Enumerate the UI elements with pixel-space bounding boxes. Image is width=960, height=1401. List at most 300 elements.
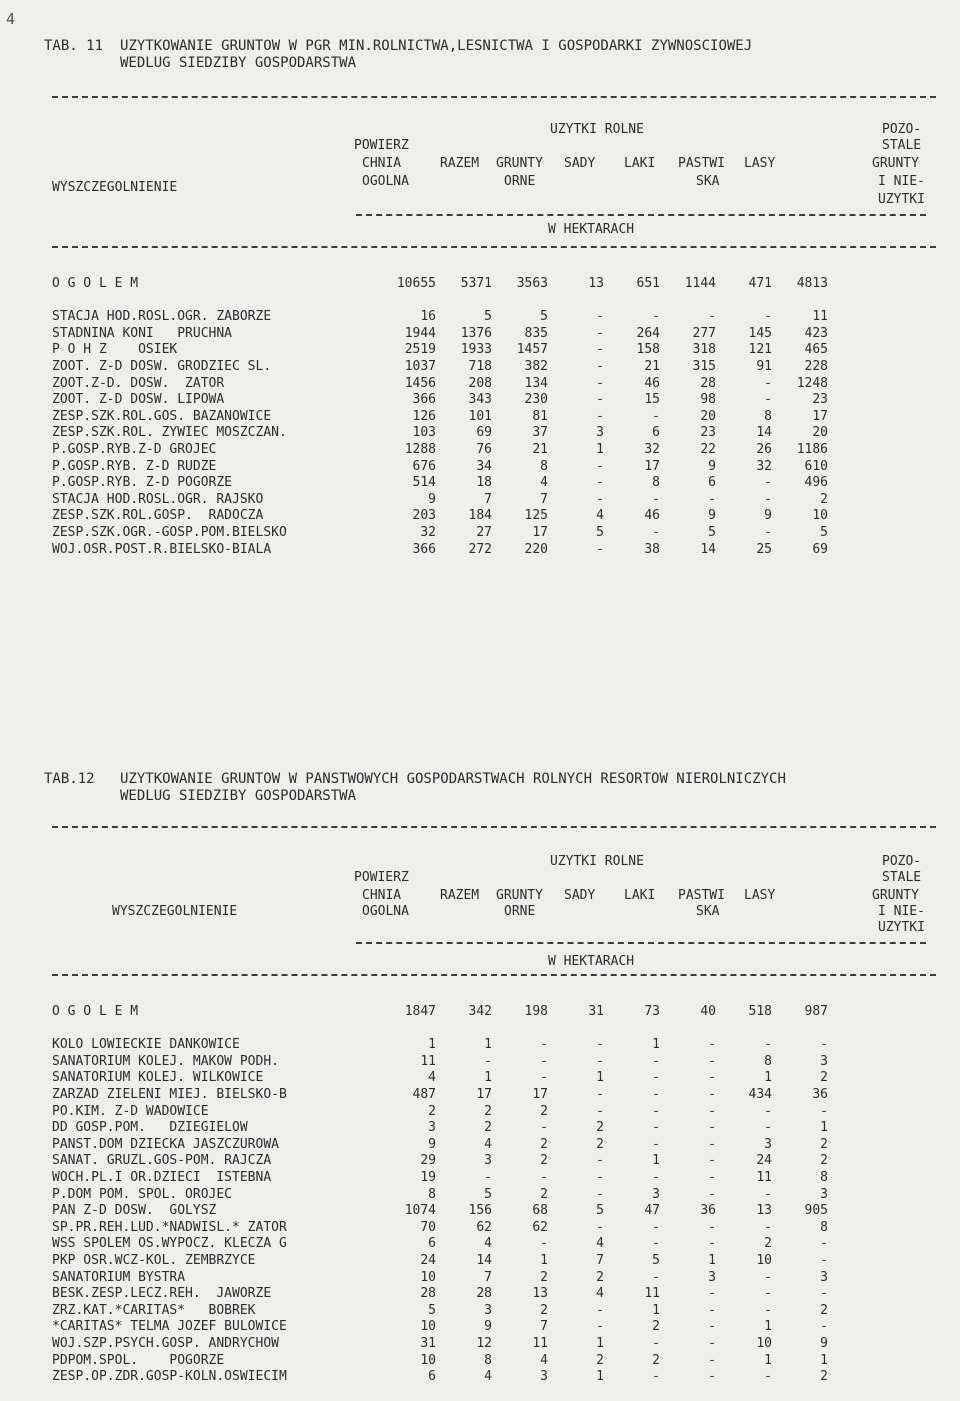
row-value-7: 4813 bbox=[796, 276, 828, 291]
row-value-0: 203 bbox=[412, 508, 436, 524]
row-value-6: - bbox=[764, 1186, 772, 1202]
row-value-7: 3 bbox=[820, 1053, 828, 1069]
row-value-2: 2 bbox=[540, 1186, 548, 1202]
row-value-4: 5 bbox=[652, 1253, 660, 1268]
row-value-6: - bbox=[764, 1369, 772, 1385]
row-value-4: 73 bbox=[644, 1004, 660, 1019]
row-value-2: - bbox=[540, 1070, 548, 1086]
tab11-h-orne-2: ORNE bbox=[504, 174, 536, 189]
row-value-0: 6 bbox=[428, 1369, 436, 1385]
row-value-2: 8 bbox=[540, 458, 548, 474]
tab11-h-pozostale-1: POZO- bbox=[882, 122, 922, 137]
total-row bbox=[52, 1004, 936, 1021]
row-value-7: 1186 bbox=[796, 442, 828, 457]
tab11-h-razem: RAZEM bbox=[440, 156, 480, 171]
row-value-1: - bbox=[484, 1053, 492, 1069]
row-value-2: 230 bbox=[524, 392, 548, 408]
row-value-4: - bbox=[652, 408, 660, 424]
row-value-6: 8 bbox=[764, 408, 772, 424]
row-value-3: - bbox=[596, 408, 604, 424]
row-value-7: - bbox=[820, 1253, 828, 1268]
row-value-0: 70 bbox=[420, 1219, 436, 1235]
row-value-1: 208 bbox=[468, 375, 492, 391]
row-value-0: 5 bbox=[428, 1302, 436, 1318]
row-name: ZARZAD ZIELENI MIEJ. BIELSKO-B bbox=[52, 1087, 287, 1102]
row-value-7: - bbox=[820, 1236, 828, 1252]
row-value-0: 2519 bbox=[404, 342, 436, 358]
row-value-3: 2 bbox=[596, 1269, 604, 1285]
row-value-6: 24 bbox=[756, 1153, 772, 1169]
row-value-2: - bbox=[540, 1037, 548, 1053]
tab12-label: TAB.12 bbox=[44, 771, 95, 787]
tab11-h-pozostale-2: STALE bbox=[882, 138, 922, 153]
row-value-4: 8 bbox=[652, 475, 660, 491]
table-row bbox=[52, 1369, 936, 1386]
row-value-5: 40 bbox=[700, 1004, 716, 1019]
table-row bbox=[52, 309, 936, 326]
row-value-7: 3 bbox=[820, 1269, 828, 1285]
row-value-3: - bbox=[596, 309, 604, 325]
row-value-2: 5 bbox=[540, 309, 548, 325]
row-value-6: - bbox=[764, 1037, 772, 1053]
row-value-0: 9 bbox=[428, 1136, 436, 1152]
row-value-2: 7 bbox=[540, 491, 548, 507]
row-value-5: 36 bbox=[700, 1203, 716, 1219]
row-value-5: - bbox=[708, 1236, 716, 1252]
row-value-7: 1248 bbox=[796, 375, 828, 391]
row-name: O G O L E M bbox=[52, 276, 139, 291]
row-value-2: 4 bbox=[540, 475, 548, 491]
row-value-7: 2 bbox=[820, 1070, 828, 1086]
tab12-title-line2: WEDLUG SIEDZIBY GOSPODARSTWA bbox=[120, 788, 357, 804]
row-value-7: 8 bbox=[820, 1219, 828, 1235]
row-value-5: 277 bbox=[692, 325, 716, 341]
row-value-3: - bbox=[596, 491, 604, 507]
table-row bbox=[52, 542, 936, 559]
tab12-group-header: UZYTKI ROLNE bbox=[550, 854, 644, 869]
row-value-3: - bbox=[596, 541, 604, 557]
row-value-7: 20 bbox=[812, 425, 828, 441]
tab12-h-pastwiska-1: PASTWI bbox=[678, 888, 725, 903]
row-value-7: 11 bbox=[812, 309, 828, 325]
row-value-4: - bbox=[652, 1120, 660, 1136]
row-value-5: 14 bbox=[700, 541, 716, 557]
tab11-h-pozostale-4: I NIE- bbox=[878, 174, 925, 189]
row-value-1: 4 bbox=[484, 1136, 492, 1152]
row-value-7: 2 bbox=[820, 491, 828, 507]
row-name: SP.PR.REH.LUD.*NADWISL.* ZATOR bbox=[52, 1219, 287, 1235]
row-value-4: 46 bbox=[644, 508, 660, 524]
row-value-0: 9 bbox=[428, 491, 436, 507]
row-value-4: 46 bbox=[644, 375, 660, 391]
row-value-1: 1933 bbox=[460, 342, 492, 358]
row-value-5: - bbox=[708, 1103, 716, 1119]
row-value-7: 2 bbox=[820, 1302, 828, 1318]
table-row bbox=[52, 1319, 936, 1336]
row-value-3: 5 bbox=[596, 1203, 604, 1219]
row-value-3: 4 bbox=[596, 1286, 604, 1302]
tab12-h-pozostale-1: POZO- bbox=[882, 854, 922, 869]
tab11-unit-rule bbox=[356, 214, 926, 216]
row-name: O G O L E M bbox=[52, 1004, 139, 1019]
table-row bbox=[52, 1236, 936, 1253]
row-value-0: 10 bbox=[420, 1269, 436, 1285]
row-value-1: 5 bbox=[484, 1186, 492, 1202]
table-row bbox=[52, 376, 936, 393]
row-value-6: - bbox=[764, 1286, 772, 1302]
row-value-4: - bbox=[652, 1269, 660, 1285]
row-value-3: 1 bbox=[596, 1336, 604, 1351]
row-name: DD GOSP.POM. DZIEGIELOW bbox=[52, 1120, 248, 1136]
row-value-3: - bbox=[596, 1319, 604, 1335]
row-value-5: - bbox=[708, 1136, 716, 1152]
table-row bbox=[52, 1187, 936, 1204]
row-value-6: - bbox=[764, 1120, 772, 1136]
row-name: ZOOT. Z-D DOSW. LIPOWA bbox=[52, 392, 225, 408]
row-value-4: 3 bbox=[652, 1186, 660, 1202]
row-value-3: - bbox=[596, 458, 604, 474]
row-value-7: 228 bbox=[804, 359, 828, 374]
table-row bbox=[52, 1153, 936, 1170]
row-name: PKP OSR.WCZ-KOL. ZEMBRZYCE bbox=[52, 1253, 256, 1268]
tab11-h-pastwiska-2: SKA bbox=[696, 174, 720, 189]
row-value-4: 2 bbox=[652, 1352, 660, 1368]
row-value-7: 17 bbox=[812, 408, 828, 424]
row-name: P.GOSP.RYB.Z-D GROJEC bbox=[52, 442, 217, 457]
row-value-1: 342 bbox=[468, 1004, 492, 1019]
table-row bbox=[52, 1037, 936, 1054]
row-value-2: 4 bbox=[540, 1352, 548, 1368]
row-value-5: - bbox=[708, 1186, 716, 1202]
row-value-1: 14 bbox=[476, 1253, 492, 1268]
tab12-h-sady: SADY bbox=[564, 888, 596, 903]
row-value-1: 76 bbox=[476, 442, 492, 457]
row-value-1: 2 bbox=[484, 1120, 492, 1136]
row-value-2: 17 bbox=[532, 1087, 548, 1102]
row-value-5: - bbox=[708, 1070, 716, 1086]
tab11-title-line2: WEDLUG SIEDZIBY GOSPODARSTWA bbox=[120, 55, 357, 71]
tab12-h-pozostale-2: STALE bbox=[882, 870, 922, 885]
table-row bbox=[52, 1087, 936, 1104]
row-value-5: 98 bbox=[700, 392, 716, 408]
tab11-top-rule bbox=[52, 96, 936, 98]
row-value-2: 21 bbox=[532, 442, 548, 457]
row-value-6: 1 bbox=[764, 1070, 772, 1086]
row-value-5: - bbox=[708, 1153, 716, 1169]
row-value-5: 9 bbox=[708, 508, 716, 524]
row-name: PANST.DOM DZIECKA JASZCZUROWA bbox=[52, 1136, 279, 1152]
row-value-7: 905 bbox=[804, 1203, 828, 1219]
row-value-5: 9 bbox=[708, 458, 716, 474]
tab11-h-sady: SADY bbox=[564, 156, 596, 171]
row-value-7: 2 bbox=[820, 1136, 828, 1152]
row-value-5: 318 bbox=[692, 342, 716, 358]
row-value-4: - bbox=[652, 1219, 660, 1235]
row-name: ZESP.SZK.ROL.GOSP. RADOCZA bbox=[52, 508, 264, 524]
tab12-h-pozostale-5: UZYTKI bbox=[878, 920, 925, 935]
row-value-6: - bbox=[764, 1219, 772, 1235]
table-row bbox=[52, 359, 936, 376]
table-row bbox=[52, 326, 936, 343]
tab12-h-lasy: LASY bbox=[744, 888, 776, 903]
tab11-h-total-2: CHNIA bbox=[362, 156, 402, 171]
row-value-5: - bbox=[708, 1319, 716, 1335]
row-value-2: 13 bbox=[532, 1286, 548, 1302]
row-name: STADNINA KONI PRUCHNA bbox=[52, 325, 233, 341]
row-value-2: 2 bbox=[540, 1136, 548, 1152]
row-value-6: 518 bbox=[748, 1004, 772, 1019]
row-value-0: 10 bbox=[420, 1352, 436, 1368]
row-value-1: 8 bbox=[484, 1352, 492, 1368]
row-value-3: - bbox=[596, 1037, 604, 1053]
row-value-1: - bbox=[484, 1170, 492, 1185]
row-value-6: - bbox=[764, 1269, 772, 1285]
row-value-3: 31 bbox=[588, 1004, 604, 1019]
row-value-5: 23 bbox=[700, 425, 716, 441]
row-value-5: 6 bbox=[708, 475, 716, 491]
row-value-6: 25 bbox=[756, 541, 772, 557]
row-value-0: 1 bbox=[428, 1037, 436, 1053]
tab11-h-total-1: POWIERZ bbox=[354, 138, 409, 153]
row-value-1: 9 bbox=[484, 1319, 492, 1335]
row-value-1: 5371 bbox=[460, 276, 492, 291]
row-value-0: 1456 bbox=[404, 375, 436, 391]
row-name: ZESP.SZK.ROL. ZYWIEC MOSZCZAN. bbox=[52, 425, 287, 441]
row-value-6: 8 bbox=[764, 1053, 772, 1069]
row-value-7: 987 bbox=[804, 1004, 828, 1019]
row-value-4: 1 bbox=[652, 1302, 660, 1318]
row-value-0: 32 bbox=[420, 525, 436, 540]
row-value-4: 6 bbox=[652, 425, 660, 441]
row-name: BESK.ZESP.LECZ.REH. JAWORZE bbox=[52, 1286, 272, 1302]
row-value-4: - bbox=[652, 1170, 660, 1185]
row-value-6: - bbox=[764, 309, 772, 325]
tab11-h-pastwiska-1: PASTWI bbox=[678, 156, 725, 171]
row-value-1: 1 bbox=[484, 1070, 492, 1086]
row-value-4: 158 bbox=[636, 342, 660, 358]
row-value-6: 121 bbox=[748, 342, 772, 358]
row-value-5: - bbox=[708, 1352, 716, 1368]
row-value-3: - bbox=[596, 1302, 604, 1318]
row-value-4: - bbox=[652, 1236, 660, 1252]
table-row bbox=[52, 1170, 936, 1187]
row-value-7: 23 bbox=[812, 392, 828, 408]
row-value-4: - bbox=[652, 1103, 660, 1119]
row-value-0: 103 bbox=[412, 425, 436, 441]
row-value-0: 126 bbox=[412, 408, 436, 424]
tab12-h-pozostale-3: GRUNTY bbox=[872, 888, 919, 903]
row-value-2: 7 bbox=[540, 1319, 548, 1335]
row-value-0: 28 bbox=[420, 1286, 436, 1302]
table-row bbox=[52, 1286, 936, 1303]
row-value-4: - bbox=[652, 525, 660, 540]
row-value-2: - bbox=[540, 1236, 548, 1252]
row-value-7: 1 bbox=[820, 1120, 828, 1136]
row-name: WOJ.SZP.PSYCH.GOSP. ANDRYCHOW bbox=[52, 1336, 279, 1351]
tab11-label: TAB. 11 bbox=[44, 38, 104, 54]
row-value-6: - bbox=[764, 392, 772, 408]
row-value-0: 1037 bbox=[404, 359, 436, 374]
row-value-7: 10 bbox=[812, 508, 828, 524]
row-value-3: - bbox=[596, 359, 604, 374]
row-value-1: 4 bbox=[484, 1369, 492, 1385]
row-name: KOLO LOWIECKIE DANKOWICE bbox=[52, 1037, 240, 1053]
table-row bbox=[52, 1137, 936, 1154]
tab12-table bbox=[52, 822, 936, 1397]
row-name: SANAT. GRUZL.GOS-POM. RAJCZA bbox=[52, 1153, 272, 1169]
row-value-2: 3 bbox=[540, 1369, 548, 1385]
tab12-h-laki: LAKI bbox=[624, 888, 656, 903]
row-value-3: - bbox=[596, 342, 604, 358]
row-value-3: 2 bbox=[596, 1120, 604, 1136]
row-value-7: 3 bbox=[820, 1186, 828, 1202]
row-value-0: 31 bbox=[420, 1336, 436, 1351]
row-name: WSS SPOLEM OS.WYPOCZ. KLECZA G bbox=[52, 1236, 287, 1252]
table-row bbox=[52, 342, 936, 359]
row-name: SANATORIUM BYSTRA bbox=[52, 1269, 186, 1285]
table-row bbox=[52, 442, 936, 459]
row-name: *CARITAS* TELMA JOZEF BULOWICE bbox=[52, 1319, 287, 1335]
row-value-3: 3 bbox=[596, 425, 604, 441]
row-name: PAN Z-D DOSW. GOLYSZ bbox=[52, 1203, 217, 1219]
row-value-5: - bbox=[708, 1170, 716, 1185]
row-value-2: 2 bbox=[540, 1103, 548, 1119]
row-value-1: 718 bbox=[468, 359, 492, 374]
row-value-1: 69 bbox=[476, 425, 492, 441]
row-value-4: 38 bbox=[644, 541, 660, 557]
row-value-5: - bbox=[708, 1219, 716, 1235]
tab12-unit-rule bbox=[356, 942, 926, 944]
row-value-5: 5 bbox=[708, 525, 716, 540]
row-value-4: - bbox=[652, 1136, 660, 1152]
row-value-4: 32 bbox=[644, 442, 660, 457]
row-value-4: - bbox=[652, 1369, 660, 1385]
table-row bbox=[52, 392, 936, 409]
table-row bbox=[52, 1054, 936, 1071]
row-value-5: - bbox=[708, 491, 716, 507]
tab11-table bbox=[52, 92, 936, 582]
row-value-7: 496 bbox=[804, 475, 828, 491]
row-value-5: 22 bbox=[700, 442, 716, 457]
row-value-1: 101 bbox=[468, 408, 492, 424]
row-value-6: - bbox=[764, 491, 772, 507]
row-value-6: 32 bbox=[756, 458, 772, 474]
row-value-7: 8 bbox=[820, 1170, 828, 1185]
row-value-2: 125 bbox=[524, 508, 548, 524]
row-value-6: - bbox=[764, 475, 772, 491]
row-name: STACJA HOD.ROSL.OGR. RAJSKO bbox=[52, 491, 264, 507]
row-value-2: 220 bbox=[524, 541, 548, 557]
tab12-title-line1 bbox=[44, 771, 786, 787]
table-row bbox=[52, 1070, 936, 1087]
row-value-4: - bbox=[652, 1070, 660, 1086]
row-value-4: - bbox=[652, 1336, 660, 1351]
table-row bbox=[52, 1120, 936, 1137]
row-value-6: 26 bbox=[756, 442, 772, 457]
row-value-2: 68 bbox=[532, 1203, 548, 1219]
row-value-6: 471 bbox=[748, 276, 772, 291]
tab12-title: UZYTKOWANIE GRUNTOW W PANSTWOWYCH GOSPODARSTWACH ROLNYCH RESORTOW NIEROLNICZYCH bbox=[120, 771, 786, 787]
row-value-1: 7 bbox=[484, 1269, 492, 1285]
row-value-6: 10 bbox=[756, 1253, 772, 1268]
row-name: ZRZ.KAT.*CARITAS* BOBREK bbox=[52, 1302, 256, 1318]
row-value-3: 4 bbox=[596, 1236, 604, 1252]
row-name: STACJA HOD.ROSL.OGR. ZABORZE bbox=[52, 309, 272, 325]
row-value-4: 11 bbox=[644, 1286, 660, 1302]
row-value-3: - bbox=[596, 1087, 604, 1102]
tab11-unit: W HEKTARACH bbox=[548, 222, 635, 237]
row-value-3: 1 bbox=[596, 442, 604, 457]
row-value-4: 17 bbox=[644, 458, 660, 474]
row-value-7: - bbox=[820, 1286, 828, 1302]
tab11-h-orne-1: GRUNTY bbox=[496, 156, 543, 171]
row-name: ZOOT.Z-D. DOSW. ZATOR bbox=[52, 375, 225, 391]
row-value-3: - bbox=[596, 1219, 604, 1235]
tab11-header-rule bbox=[52, 246, 936, 248]
row-value-7: 9 bbox=[820, 1336, 828, 1351]
row-value-6: 11 bbox=[756, 1170, 772, 1185]
row-value-0: 10 bbox=[420, 1319, 436, 1335]
row-value-3: - bbox=[596, 1186, 604, 1202]
row-value-2: 2 bbox=[540, 1302, 548, 1318]
row-value-5: - bbox=[708, 1369, 716, 1385]
tab12-h-orne-2: ORNE bbox=[504, 904, 536, 919]
row-value-0: 487 bbox=[412, 1087, 436, 1102]
table-row bbox=[52, 425, 936, 442]
tab11-h-laki: LAKI bbox=[624, 156, 656, 171]
row-value-2: 37 bbox=[532, 425, 548, 441]
row-value-0: 676 bbox=[412, 458, 436, 474]
row-value-2: 1 bbox=[540, 1253, 548, 1268]
row-value-2: 3563 bbox=[516, 276, 548, 291]
row-value-7: 2 bbox=[820, 1369, 828, 1385]
row-value-5: - bbox=[708, 1053, 716, 1069]
row-value-2: 2 bbox=[540, 1269, 548, 1285]
row-value-6: 14 bbox=[756, 425, 772, 441]
table-row bbox=[52, 1303, 936, 1320]
row-value-2: 17 bbox=[532, 525, 548, 540]
row-value-1: 272 bbox=[468, 541, 492, 557]
tab12-unit: W HEKTARACH bbox=[548, 954, 635, 969]
tab12-top-rule bbox=[52, 826, 936, 828]
table-row bbox=[52, 1353, 936, 1370]
row-name: SANATORIUM KOLEJ. WILKOWICE bbox=[52, 1070, 264, 1086]
row-name: P O H Z OSIEK bbox=[52, 342, 178, 358]
tab11-h-lasy: LASY bbox=[744, 156, 776, 171]
row-value-6: - bbox=[764, 1302, 772, 1318]
row-value-1: 27 bbox=[476, 525, 492, 540]
row-value-1: 156 bbox=[468, 1203, 492, 1219]
row-name: WOCH.PL.I OR.DZIECI ISTEBNA bbox=[52, 1170, 272, 1185]
row-value-5: - bbox=[708, 1336, 716, 1351]
row-value-3: 13 bbox=[588, 276, 604, 291]
row-value-3: 4 bbox=[596, 508, 604, 524]
row-name: SANATORIUM KOLEJ. MAKOW PODH. bbox=[52, 1053, 279, 1069]
tab12-h-razem: RAZEM bbox=[440, 888, 480, 903]
table-row bbox=[52, 1253, 936, 1270]
row-value-5: 1 bbox=[708, 1253, 716, 1268]
table-row bbox=[52, 525, 936, 542]
row-value-6: 9 bbox=[764, 508, 772, 524]
row-value-0: 16 bbox=[420, 309, 436, 325]
table-row bbox=[52, 492, 936, 509]
row-value-4: 15 bbox=[644, 392, 660, 408]
row-value-4: - bbox=[652, 1087, 660, 1102]
row-name: P.DOM POM. SPOL. OROJEC bbox=[52, 1186, 233, 1202]
row-value-2: - bbox=[540, 1053, 548, 1069]
row-value-3: - bbox=[596, 375, 604, 391]
row-value-4: 47 bbox=[644, 1203, 660, 1219]
